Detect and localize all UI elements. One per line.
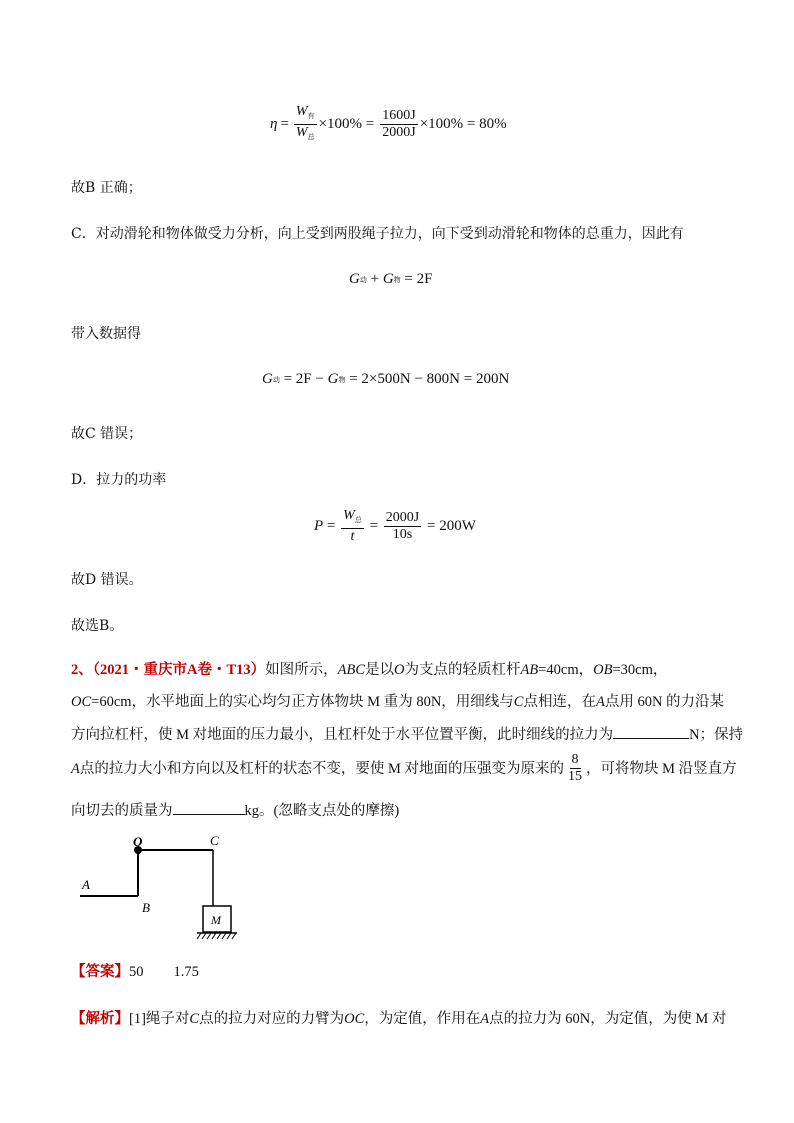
times-100-percent: ×100% = bbox=[318, 116, 375, 132]
answer-value-1: 50 bbox=[129, 964, 144, 980]
analysis-line: 【解析】[1]绳子对C点的拉力对应的力臂为OC，为定值，作用在A点的拉力为 60N，为定值，为使 M 对 bbox=[71, 1011, 727, 1027]
answer-blank-1 bbox=[613, 724, 689, 739]
paragraph-d-wrong: 故D 错误。 bbox=[71, 572, 143, 588]
question-2-line-2: OC=60cm，水平地面上的实心均匀正方体物块 M 重为 80N，用细线与C点相连，在A点用 60N 的力沿某 bbox=[71, 694, 725, 710]
label-a: A bbox=[82, 877, 90, 892]
useful-over-total-fraction: $\frac{W_有}{W_总}$ bbox=[295, 104, 315, 141]
fraction-8-15: $\frac{8}{15}$ bbox=[568, 752, 582, 784]
numeric-fraction: $\frac{1600J}{2000J}$ bbox=[382, 108, 416, 140]
pulley-weight-formula: G 动 = 2F − G 物 = 2×500N − 800N = 200N bbox=[262, 371, 510, 387]
question-source: 2、（2021・重庆市A卷・T13） bbox=[71, 662, 266, 678]
paragraph-c-analysis: C．对动滑轮和物体做受力分析，向上受到两股绳子拉力，向下受到动滑轮和物体的总重力，因此有 bbox=[71, 226, 684, 242]
paragraph-b-correct: 故B 正确； bbox=[71, 180, 142, 196]
lever-figure bbox=[70, 836, 250, 946]
answer-line bbox=[71, 962, 199, 982]
eta-symbol: η bbox=[270, 116, 278, 132]
question-2-line-4: A 点的拉力大小和方向以及杠杆的状态不变，要使 M 对地面的压强变为原来的 $\frac{8}{15}$ ，可将物块 M 沿竖直方 bbox=[71, 752, 737, 784]
label-c: C bbox=[210, 836, 219, 848]
paragraph-c-wrong: 故C 错误； bbox=[71, 426, 143, 442]
question-2-line-1: 2、（2021・重庆市A卷・T13）如图所示，ABC是以O为支点的轻质杠杆AB=40cm，OB=30cm， bbox=[71, 662, 668, 678]
label-o: O bbox=[133, 836, 143, 849]
label-m: M bbox=[211, 913, 221, 927]
force-balance-formula: G 动 + G 物 = 2F bbox=[349, 271, 433, 287]
ground-hatching bbox=[197, 933, 236, 939]
paragraph-d-power: D．拉力的功率 bbox=[71, 472, 167, 488]
question-2-line-5: 向切去的质量为 kg。(忽略支点处的摩擦) bbox=[71, 800, 399, 821]
paragraph-substitute: 带入数据得 bbox=[71, 326, 141, 342]
equals: = bbox=[280, 116, 289, 132]
analysis-tag: 【解析】 bbox=[71, 1011, 129, 1027]
power-formula: P = $\frac{W_总}{t}$ = $\frac{2000J}{10s}$ = 200W bbox=[314, 508, 476, 544]
paragraph-choose-b: 故选B。 bbox=[71, 618, 124, 634]
answer-blank-2 bbox=[173, 800, 245, 815]
answer-tag: 【答案】 bbox=[71, 964, 129, 980]
efficiency-formula bbox=[270, 104, 507, 145]
question-2-line-3: 方向拉杠杆，使 M 对地面的压力最小，且杠杆处于水平位置平衡，此时细线的拉力为 N；保持 bbox=[71, 724, 743, 745]
label-b: B bbox=[142, 900, 150, 915]
efficiency-result: ×100% = 80% bbox=[419, 116, 507, 132]
answer-value-2: 1.75 bbox=[173, 964, 199, 980]
